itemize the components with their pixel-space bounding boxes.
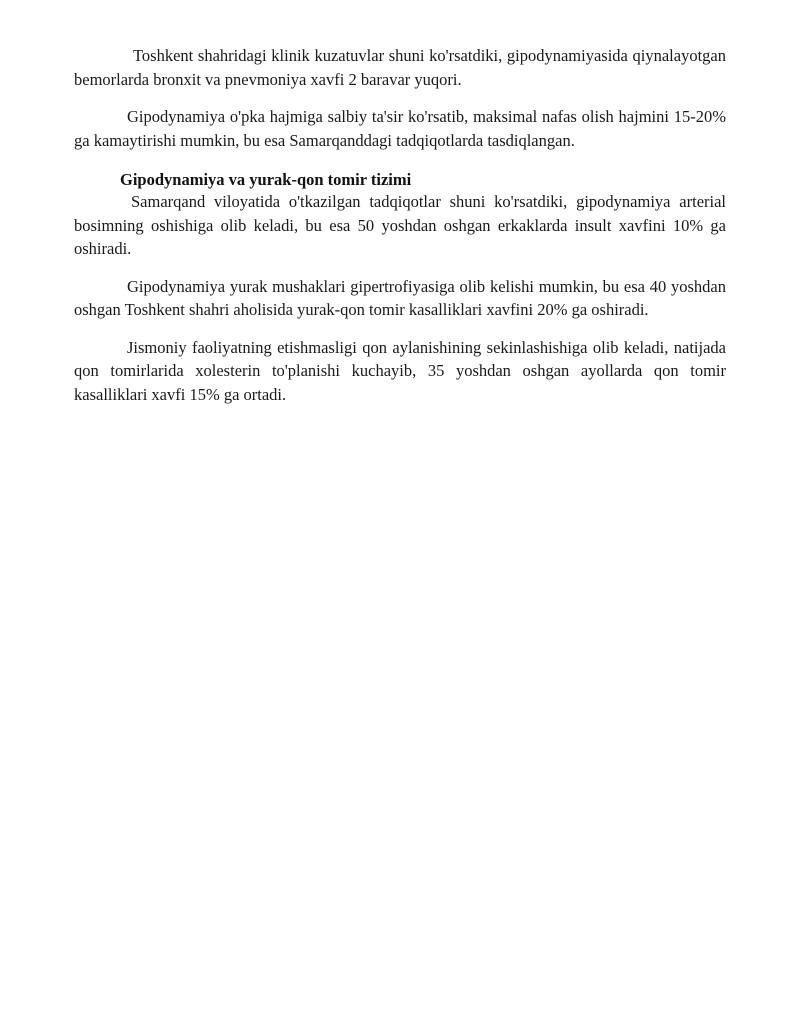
paragraph-respiratory-risk: Toshkent shahridagi klinik kuzatuvlar shuni ko'rsatdiki, gipodynamiyasida qiynalayotgan bemorlarda bronxit va pnevmoniya xavfi 2 baravar yuqori.: [74, 46, 726, 89]
paragraph-circulation: Jismoniy faoliyatning etishmasligi qon aylanishining sekinlashishiga olib keladi, natijada qon tomirlarida xolesterin to'planishi kuchayib, 35 yoshdan oshgan ayollarda qon tomir kasalliklari xavfi 15% ga ortadi.: [74, 337, 726, 404]
paragraph-blood-pressure: Samarqand viloyatida o'tkazilgan tadqiqotlar shuni ko'rsatdiki, gipodynamiya arterial bosimning oshishiga olib keladi, bu esa 50 yoshdan oshgan erkaklarda insult xavfini 10% ga oshiradi.: [74, 192, 726, 258]
section-heading: Gipodynamiya va yurak-qon tomir tizimi: [120, 170, 412, 189]
paragraph-lung-volume: Gipodynamiya o'pka hajmiga salbiy ta'sir ko'rsatib, maksimal nafas olish hajmini 15-20% ga kamaytirishi mumkin, bu esa Samarqanddagi tadqiqotlarda tasdiqlangan.: [74, 107, 726, 150]
paragraph-heart-hypertrophy: Gipodynamiya yurak mushaklari gipertrofiyasiga olib kelishi mumkin, bu esa 40 yoshdan oshgan Toshkent shahri aholisida yurak-qon tomir kasalliklari xavfini 20% ga oshiradi.: [74, 276, 726, 319]
document-body: [74, 44, 726, 420]
